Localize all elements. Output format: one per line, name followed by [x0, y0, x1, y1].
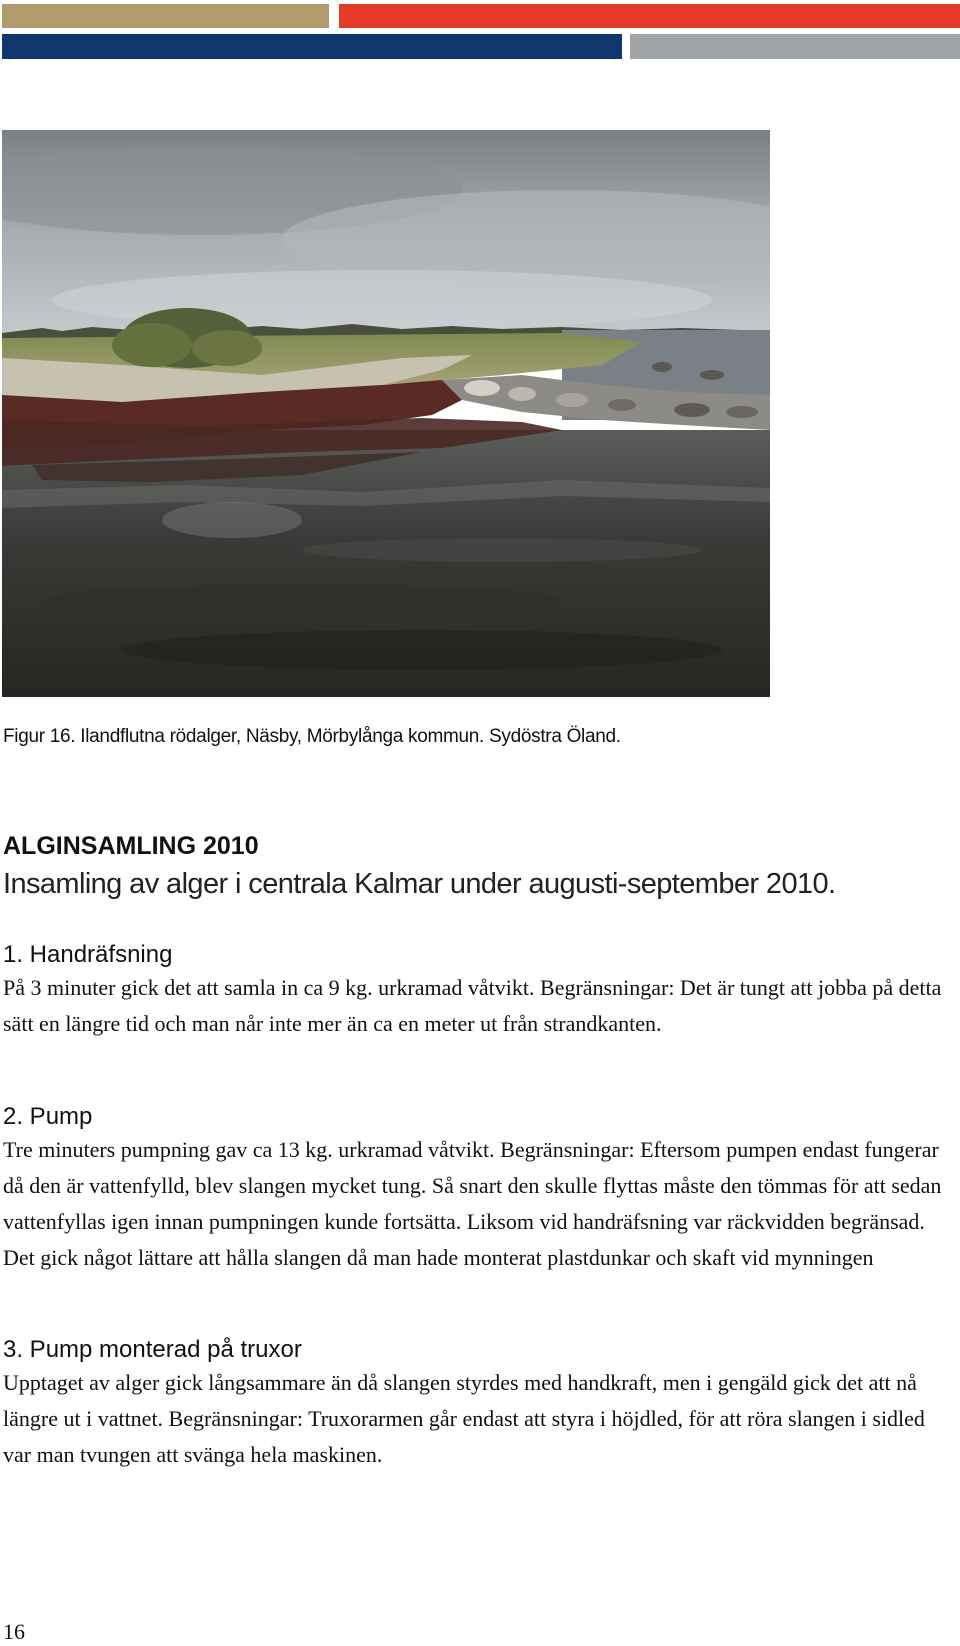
page-number: 16	[3, 1619, 25, 1644]
section-pump-truxor	[3, 1335, 953, 1473]
figure-caption: Figur 16. Ilandflutna rödalger, Näsby, Mörbylånga kommun. Sydöstra Öland.	[3, 726, 621, 747]
header-band-tan	[2, 4, 329, 28]
article-heading: ALGINSAMLING 2010	[3, 832, 259, 860]
section-body: Tre minuters pumpning gav ca 13 kg. urkramad våtvikt. Begränsningar: Eftersom pumpen endast fungerar då den är vattenfylld, blev slangen mycket tung. Så snart den skulle flyttas måste den tömmas för att sedan vattenfyllas igen innan pumpningen kunde fortsätta. Liksom vid handräfsning var räckvidden begränsad. Det gick något lättare att hålla slangen då man hade monterat plastdunkar och skaft vid mynningen	[3, 1137, 942, 1270]
section-pump	[3, 1102, 953, 1276]
beach-photo	[2, 130, 770, 697]
section-body: Upptaget av alger gick långsammare än då slangen styrdes med handkraft, men i gengäld gick det att nå längre ut i vattnet. Begränsningar: Truxorarmen går endast att styra i höjdled, för att röra slangen i sidled var man tvungen att svänga hela maskinen.	[3, 1370, 925, 1467]
section-title: 3. Pump monterad på truxor	[3, 1336, 302, 1363]
section-body: På 3 minuter gick det att samla in ca 9 kg. urkramad våtvikt. Begränsningar: Det är tungt att jobba på detta sätt en längre tid och man når inte mer än ca en meter ut från strandkanten.	[3, 975, 942, 1036]
header-band-gray	[630, 34, 960, 59]
article-subheading: Insamling av alger i centrala Kalmar under augusti-september 2010.	[3, 868, 836, 900]
section-title: 1. Handräfsning	[3, 941, 173, 968]
header-band-navy	[2, 34, 622, 59]
section-handrafsning	[3, 940, 953, 1042]
section-title: 2. Pump	[3, 1103, 93, 1130]
header-band-red	[339, 4, 960, 28]
